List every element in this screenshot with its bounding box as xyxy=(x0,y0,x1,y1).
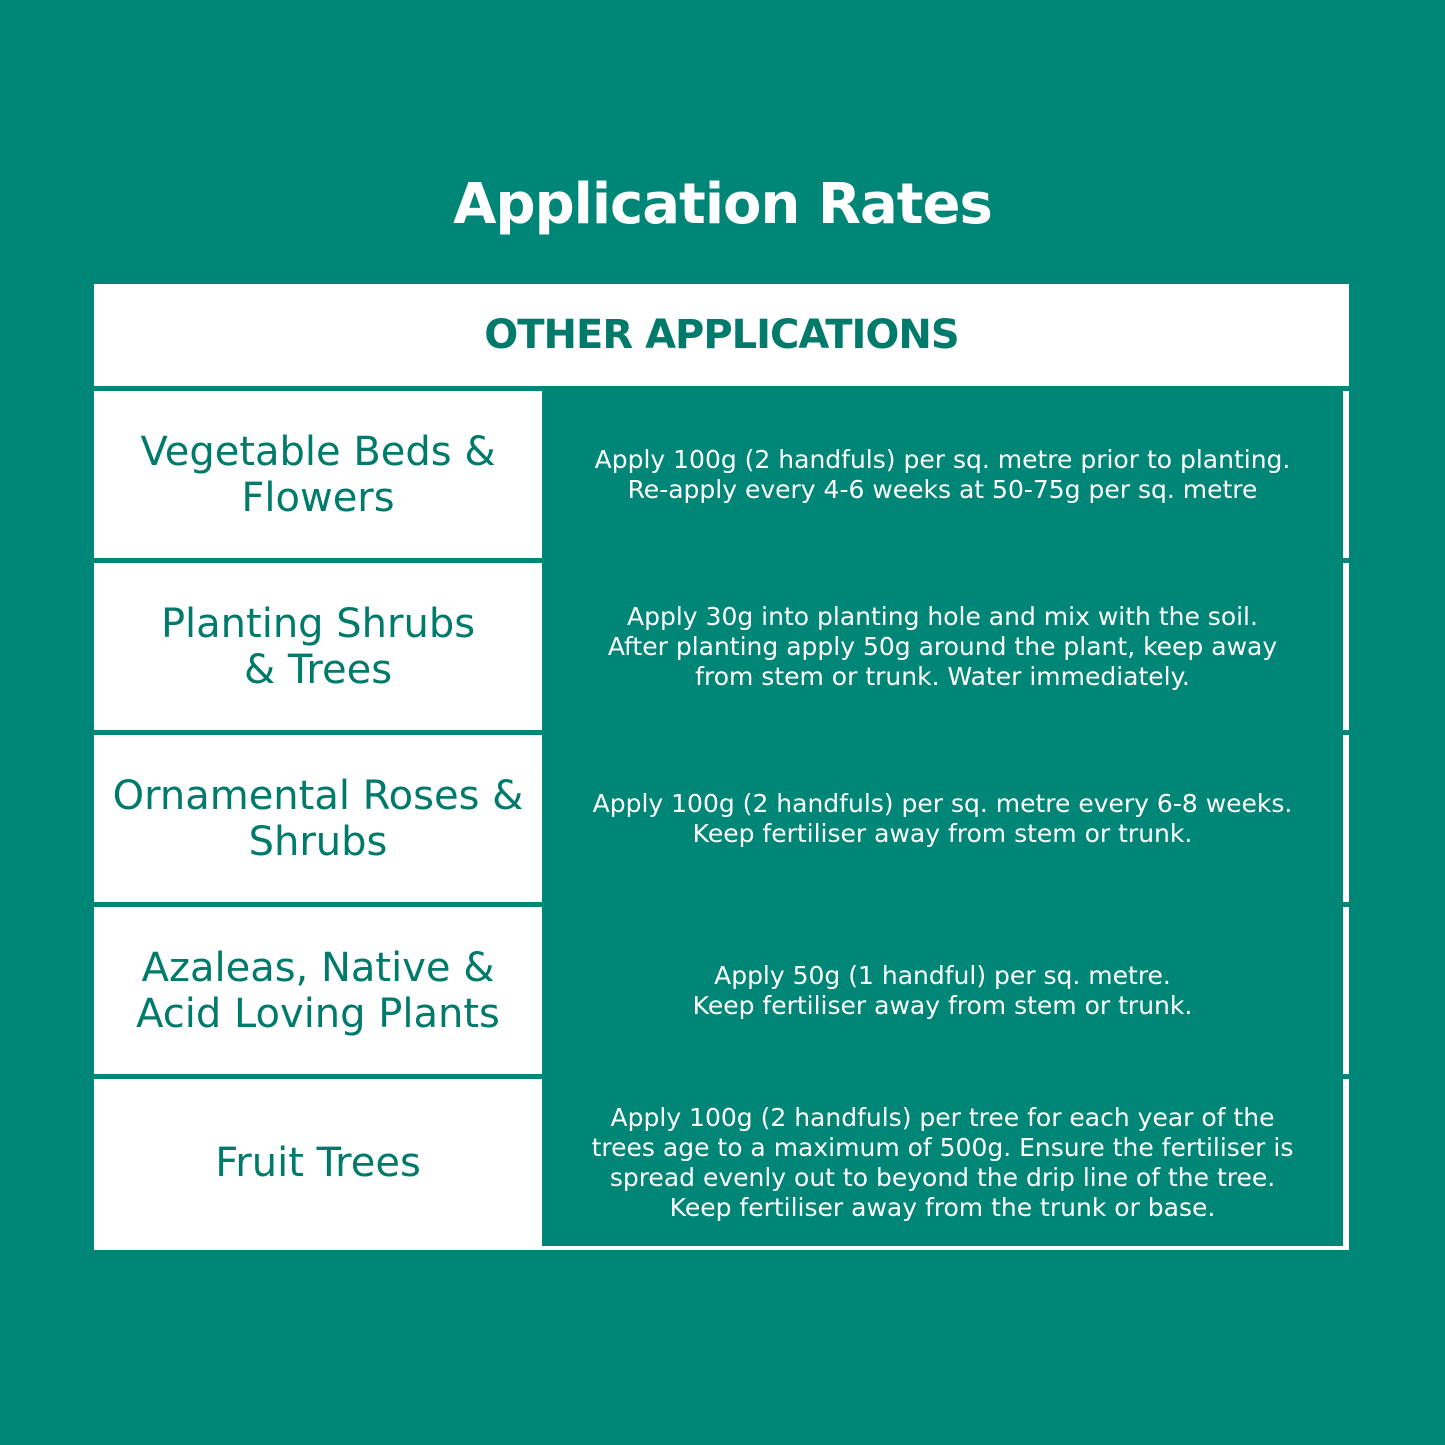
table-row-ornamental-roses xyxy=(94,730,1349,902)
page-title: Application Rates xyxy=(453,172,992,237)
row-description: Apply 50g (1 handful) per sq. metre. Keep fertiliser away from stem or trunk. xyxy=(542,907,1343,1074)
row-description: Apply 100g (2 handfuls) per sq. metre prior to planting. Re-apply every 4-6 weeks at 50-75g per sq. metre xyxy=(542,391,1343,558)
table-row-fruit-trees xyxy=(94,1074,1349,1246)
row-label: Vegetable Beds & Flowers xyxy=(140,428,496,521)
table-row-azaleas xyxy=(94,902,1349,1074)
row-description: Apply 30g into planting hole and mix with the soil. After planting apply 50g around the plant, keep away from stem or trunk. Water immediately. xyxy=(542,563,1343,730)
table-heading: OTHER APPLICATIONS xyxy=(484,312,959,358)
row-label: Azaleas, Native & Acid Loving Plants xyxy=(136,944,500,1037)
row-label: Fruit Trees xyxy=(215,1139,421,1186)
row-label: Planting Shrubs & Trees xyxy=(160,600,476,693)
application-rates-table xyxy=(94,284,1349,1250)
row-label: Ornamental Roses & Shrubs xyxy=(112,772,524,865)
table-row-vegetable-beds xyxy=(94,386,1349,558)
row-description: Apply 100g (2 handfuls) per tree for each year of the trees age to a maximum of 500g. Ensure the fertiliser is spread evenly out to beyond the drip line of the tree. Keep fertiliser away from the trunk or base. xyxy=(542,1079,1343,1246)
row-description: Apply 100g (2 handfuls) per sq. metre every 6-8 weeks. Keep fertiliser away from stem or trunk. xyxy=(542,735,1343,902)
table-row-planting-shrubs xyxy=(94,558,1349,730)
